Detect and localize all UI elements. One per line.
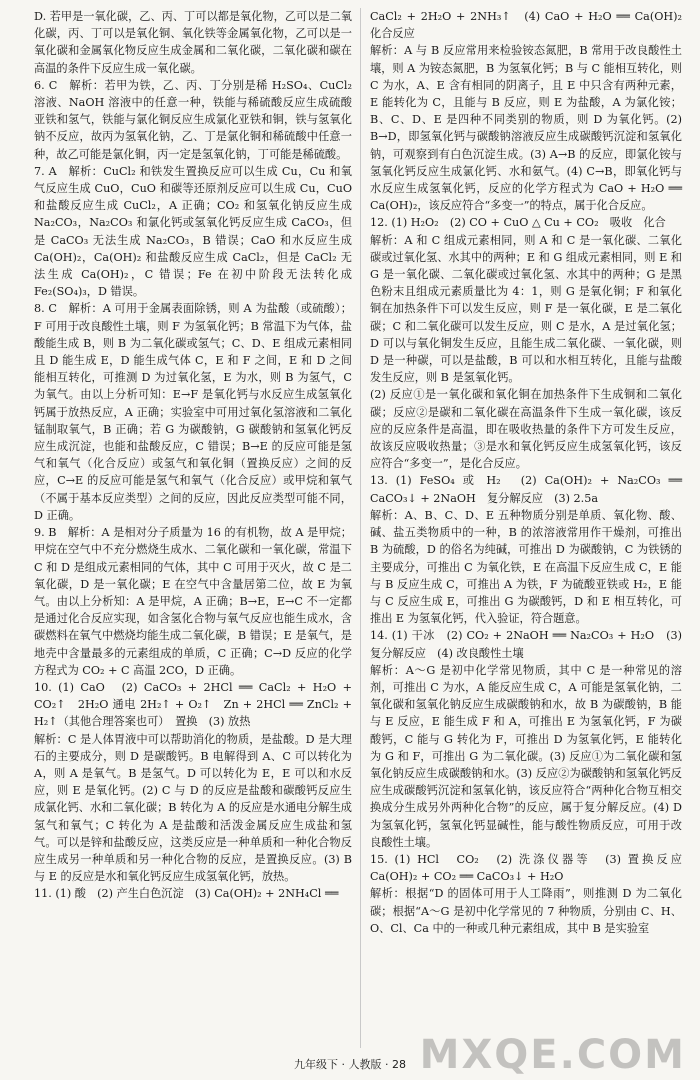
answer-8: 8. C 解析：A 可用于金属表面除锈，则 A 为盐酸（或硫酸）；F 可用于改良酸性土壤，则 F 为氢氧化钙；B 常温下为气体，盐酸能生成 B，则 B 为二氧化碳或氢气；C、D、E 组成元素相同且 D 能生成 E，D 能生成气体 C，E 和 F 之间，E 和 D 之间能相互转化，可推测 D 为过氧化氢，E 为水，则 B 为氢气，C 为氧气。由以上分析可知：E→F 是氧化钙与水反应生成氢氧化钙属于放热反应，A 正确；实验室中可用过氧化氢溶液和二氧化锰制取氧气，B 正确；若 G 为碳酸钠，G 碳酸钠和氢氧化钙反应生成沉淀，也能和盐酸反应，C 错误；B→E 的反应可能是氢气和氧气（化合反应）或氢气和氧化铜（置换反应）之间的反应，C→E 的反应可能是氢气和氧气（化合反应）或甲烷和氧气（不属于基本反应类型）之间的反应，因此反应类型可能不同，D 正确。 <box>34 302 352 522</box>
answer-9: 9. B 解析：A 是相对分子质量为 16 的有机物，故 A 是甲烷；甲烷在空气中不充分燃烧生成水、二氧化碳和一氧化碳，常温下 C 和 D 是组成元素相同的气体，其中 C 可用于灭火，故 C 是二氧化碳，D 是一氧化碳；E 在空气中含量居第二位，故 E 为氧气。由以上分析知：A 是甲烷，A 正确；B→E，E→C 不一定都是通过化合反应实现，如含氢化合物与氧气反应也能生成水，含碳燃料在氧气中燃烧均能生成二氧化碳，B 错误；E 是氧气，是地壳中含量最多的元素组成的单质，C 正确；C→D 反应的化学方程式为 CO₂ + C 高温 2CO，D 正确。 <box>34 526 352 677</box>
page-footer: 九年级下 · 人教版 · 28 <box>294 1058 406 1071</box>
column-divider <box>360 8 361 1048</box>
right-column <box>370 8 694 937</box>
answer-7: 7. A 解析：CuCl₂ 和铁发生置换反应可以生成 Cu，Cu 和氧气反应生成 CuO，CuO 和碳等还原剂反应可以生成 Cu，CuO 和盐酸反应生成 CuCl₂，A 正确；CO₂ 和氢氧化钠反应生成 Na₂CO₃，Na₂CO₃ 和氯化钙或氢氧化钙反应生成 CaCO₃，但是 CaCO₃ 无法生成 Na₂CO₃，B 错误；CaO 和水反应生成 Ca(OH)₂，Ca(OH)₂ 和盐酸反应生成 CaCl₂，但是 CaCl₂ 无法生成 Ca(OH)₂，C 错误；Fe 在初中阶段无法转化成 Fe₂(SO₄)₃，D 错误。 <box>34 164 352 299</box>
left-column <box>34 8 352 903</box>
answer-12-analysis-2: (2) 反应①是一氧化碳和氧化铜在加热条件下生成铜和二氧化碳；反应②是碳和二氧化碳在高温条件下生成一氧化碳，该反应的反应条件是高温，即在吸收热量的条件下方可发生反应，故该反应吸收热量；③是水和氧化钙反应生成氢氧化钙，该反应符合“多变一”，是化合反应。 <box>370 388 682 471</box>
answer-10: 10. (1) CaO (2) CaCO₃ + 2HCl ══ CaCl₂ + H₂O + CO₂↑ 2H₂O 通电 2H₂↑ + O₂↑ Zn + 2HCl ══ ZnCl₂ + H₂↑（其他合理答案也可） 置换 (3) 放热 <box>34 680 352 729</box>
watermark-logo <box>420 1032 686 1078</box>
answer-13-analysis: 解析：A、B、C、D、E 五种物质分别是单质、氧化物、酸、碱、盐五类物质中的一种，B 的浓溶液常用作干燥剂，可推出 B 为硫酸，D 的俗名为纯碱，可推出 D 为碳酸钠，C 为铁锈的主要成分，可推出 C 为氧化铁，E 在高温下反应生成 C，E 能与 B 反应生成 C，可推出 A 为铁，F 为硫酸亚铁或 H₂，E 能与 C 反应生成 E，可推出 G 为碳酸钙，D 和 E 相互转化，可推出 E 为氢氧化钙，代入验证，符合题意。 <box>370 508 682 626</box>
answer-11-cont: CaCl₂ + 2H₂O + 2NH₃↑ (4) CaO + H₂O ══ Ca(OH)₂ 化合反应 <box>370 10 694 41</box>
answer-15-analysis: 解析：根据“D 的固体可用于人工降雨”，则推测 D 为二氧化碳；根据“A～G 是初中化学常见的 7 种物质，分别由 C、H、O、Cl、Ca 中的一种或几种元素组成，其中 B 是实验室 <box>370 887 682 935</box>
answer-13: 13. (1) FeSO₄ 或 H₂ (2) Ca(OH)₂ + Na₂CO₃ ══ CaCO₃↓ + 2NaOH 复分解反应 (3) 2.5a <box>370 474 682 505</box>
paragraph: D. 若甲是一氧化碳，乙、丙、丁可以都是氧化物，乙可以是二氧化碳，丙、丁可以是氧化铜、氧化铁等金属氧化物，乙可以是一氧化碳和金属氧化物反应生成金属和二氧化碳，二氧化碳和碳在高温的条件下反应生成一氧化碳。 <box>34 10 352 75</box>
watermark-text: MXQE.COM <box>419 1032 686 1078</box>
answer-12: 12. (1) H₂O₂ (2) CO + CuO △ Cu + CO₂ 吸收 化合 <box>370 216 666 230</box>
answer-12-analysis: 解析：A 和 C 组成元素相同，则 A 和 C 是一氧化碳、二氧化碳或过氧化氢、水其中的两种；E 和 G 组成元素相同，则 E 和 G 是一氧化碳、二氧化碳或过氧化氢、水其中的两种；G 是黑色粉末且组成元素质量比为 4：1，则 G 是氧化铜；F 和氧化铜在加热条件下可以发生反应，则 F 是一氧化碳，E 是二氧化碳；C 和二氧化碳可以发生反应，则 C 是水，A 是过氧化氢；D 可以与氧化铜发生反应，且能生成二氧化碳、一氧化碳，则 D 是一种碳，可以是盐酸，B 可以和水相互转化，且能与盐酸发生反应，则 B 是氢氧化钙。 <box>370 233 682 385</box>
answer-11: 11. (1) 酸 (2) 产生白色沉淀 (3) Ca(OH)₂ + 2NH₄Cl ══ <box>34 887 339 901</box>
answer-14: 14. (1) 干冰 (2) CO₂ + 2NaOH ══ Na₂CO₃ + H₂O (3) 复分解反应 (4) 改良酸性土壤 <box>370 629 682 660</box>
answer-6: 6. C 解析：若甲为铁，乙、丙、丁分别是稀 H₂SO₄、CuCl₂ 溶液、NaOH 溶液中的任意一种，铁能与稀硫酸反应生成硫酸亚铁和氢气，铁能与氯化铜反应生成氯化亚铁和铜，铁与氢氧化钠不反应，故丙为氢氧化钠，乙、丁是氯化铜和稀硫酸中任意一种，故乙可能是氯化铜，丙一定是氢氧化钠，丁可能是稀硫酸。 <box>34 78 352 161</box>
answer-15: 15. (1) HCl CO₂ (2) 洗涤仪器等 (3) 置换反应 Ca(OH)₂ + CO₂ ══ CaCO₃↓ + H₂O <box>370 852 694 884</box>
answer-10-analysis: 解析：C 是人体胃液中可以帮助消化的物质，是盐酸。D 是大理石的主要成分，则 D 是碳酸钙。B 电解得到 A、C 可以转化为 A，则 A 是氧气。B 是氢气。D 可以转化为 E，E 可以和水反应，则 E 是氧化钙。(2) C 与 D 的反应是盐酸和碳酸钙反应生成氯化钙、水和二氧化碳；B 转化为 A 的反应是水通电分解生成氢气和氧气；C 转化为 A 是盐酸和活泼金属反应生成盐和氢气。可以是锌和盐酸反应，这类反应是一种单质和一种化合物反应生成另一种单质和另一种化合物的反应，是置换反应。(3) B 与 E 的反应是水和氧化钙反应生成氢氧化钙，放热。 <box>34 732 352 884</box>
answer-14-analysis: 解析：A～G 是初中化学常见物质，其中 C 是一种常见的溶剂，可推出 C 为水，A 能反应生成 C，A 可能是氢氧化钠，二氧化碳和氢氧化钠反应生成碳酸钠和水，故 B 为碳酸钠，B 能与 E 反应，E 能生成 F 和 A，可推出 E 为氢氧化钙，F 为碳酸钙，C 能与 G 转化为 F，可推出 D 为氢氧化钙，E 能转化为 G 和 F，可推出 G 为二氧化碳。(3) 反应①为二氧化碳和氢氧化钠反应生成碳酸钠和水。(3) 反应②为碳酸钠和氢氧化钙反应生成碳酸钙沉淀和氢氧化钠，该反应符合“两种化合物互相交换成分生成另外两种化合物”的反应，属于复分解反应。(4) D 为氢氧化钙，氢氧化钙显碱性，能与酸性物质反应，可用于改良酸性土壤。 <box>370 663 682 849</box>
answer-11-analysis: 解析：A 与 B 反应常用来检验铵态氮肥，B 常用于改良酸性土壤，则 A 为铵态氮肥，B 为氢氧化钙；B 与 C 能相互转化，则 C 为水，A、E 含有相同的阴离子，且 E 中只含有两种元素，E 能转化为 C，且能与 B 反应，则 E 为盐酸，A 为氯化铵；B、C、D、E 是四种不同类别的物质，则 D 为氧化钙。(2) B→D，即氢氧化钙与碳酸钠溶液反应生成碳酸钙沉淀和氢氧化钠，可观察到有白色沉淀生成。(3) A→B 的反应，即氯化铵与氢氧化钙反应生成氯化钙、水和氨气。(4) C→B，即氧化钙与水反应生成氢氧化钙，反应的化学方程式为 CaO + H₂O ══ Ca(OH)₂，该反应符合“多变一”的特点，属于化合反应。 <box>370 44 682 213</box>
